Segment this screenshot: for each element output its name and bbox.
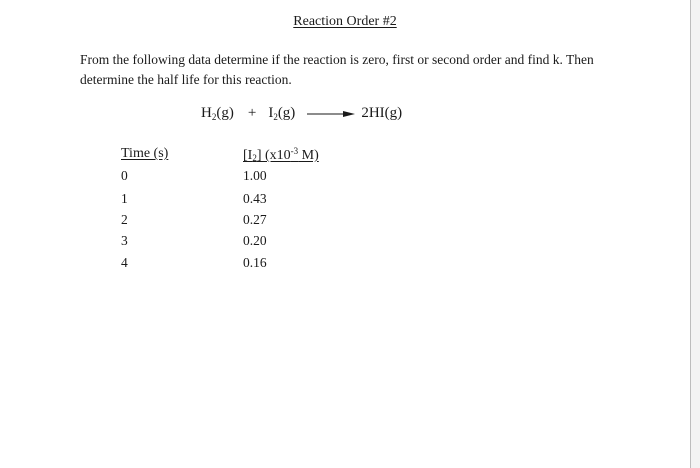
concentration-column-header: $[I_2]$ ($x10^{-3}$ M) [243, 146, 319, 163]
table-row-concentration: 0.20 [243, 233, 267, 248]
table-row-concentration: 0.16 [243, 255, 267, 270]
table-row-time: 3 [121, 233, 128, 248]
problem-instructions: From the following data determine if the reaction is zero, first or second order and find k. Then determine the half life for this reaction. [80, 52, 594, 87]
product-hi: 2HI(g) [361, 105, 403, 121]
table-row-concentration: 1.00 [243, 168, 267, 183]
table-row-time: 1 [121, 191, 128, 206]
time-column-header: Time (s) [121, 146, 169, 161]
document-title: Reaction Order #2 [293, 14, 397, 29]
table-row-time: 4 [121, 255, 128, 270]
plus-sign: + [247, 105, 257, 121]
table-row-concentration: 0.43 [243, 191, 267, 206]
reactant-i2: $I_2(g)$ [268, 105, 296, 122]
table-row-concentration: 0.27 [243, 212, 267, 227]
reactant-h2: $H_2(g)$ [201, 105, 234, 122]
reaction-arrow-icon [307, 109, 355, 119]
page-margin [691, 0, 700, 468]
chemical-equation [201, 105, 402, 122]
table-row-time: 0 [121, 168, 128, 183]
table-row-time: 2 [121, 212, 128, 227]
